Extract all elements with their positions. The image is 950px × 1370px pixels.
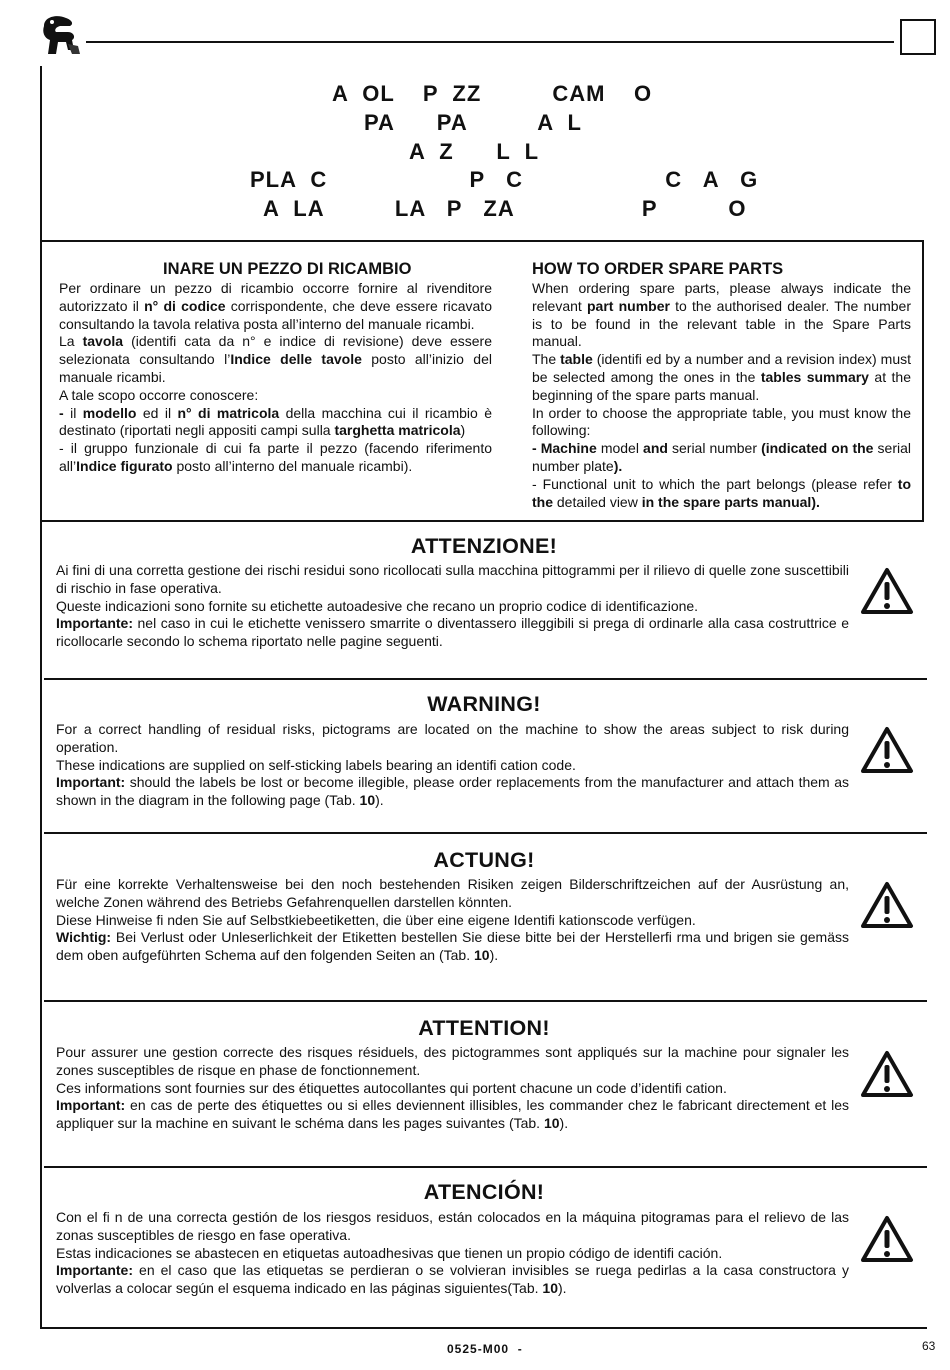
paragraph: Pour assurer une gestion correcte des risques résiduels, des pictogrammes sont appliqués sur la machine pour signaler les zones susceptibles de risque en phase de fonctionnement. — [56, 1044, 849, 1078]
header-rule — [86, 41, 894, 43]
warning-triangle-icon — [860, 1050, 914, 1098]
paragraph: For a correct handling of residual risks, pictograms are located on the machine to show the areas subject to risk during operation. — [56, 721, 849, 755]
paragraph: La tavola (identifi cata da n° e indice di revisione) deve essere selezionata consultando l’Indice delle tavole posto all’inizio del manuale ricambi. — [59, 333, 493, 385]
paragraph: In order to choose the appropriate table, you must know the following: — [532, 404, 911, 439]
section-body-english — [56, 721, 849, 810]
paragraph: Für eine korrekte Verhaltensweise bei den noch bestehenden Risiken zeigen Bilderschriftzeichen auf der Ausrüstung an, welche Zonen während des Betriebs Gefahrenquellen darstellen könnten. — [56, 876, 849, 910]
divider — [40, 240, 924, 242]
paragraph: Queste indicazioni sono fornite su etichette autoadesive che recano un proprio codice di identificazione. — [56, 597, 699, 614]
section-body-french — [56, 1044, 849, 1133]
paragraph: Wichtig: Bei Verlust oder Unleserlichkeit der Etiketten bestellen Sie diese bitte bei der Herstellerfi rma und brigen sie gemäss dem oben aufgeführten Schema auf den folgenden Seiten an (Tab. 10). — [56, 929, 849, 964]
paragraph: Per ordinare un pezzo di ricambio occorre fornire al rivenditore autorizzato il n° di codice corrispondente, che deve essere ricavato consultando la tavola relativa posta all’interno del manuale ricambi. — [59, 280, 492, 332]
section-title: ATENCIÓN! — [423, 1180, 545, 1204]
paragraph: Important: en cas de perte des étiquettes ou si elles deviennent illisibles, les commander chez le fabricant directement et les appliquer sur la machine en suivant le schéma dans les pages suivantes (Tab. 10). — [56, 1097, 849, 1132]
english-heading: HOW TO ORDER SPARE PARTS — [532, 260, 784, 278]
document-code: 0525-M00 - — [447, 1342, 523, 1356]
frame-right-border — [922, 240, 924, 522]
section-title: ATTENZIONE! — [410, 534, 558, 558]
paragraph: Importante: en el caso que las etiquetas se perdieran o se volvieran invisibles se ruega pedirlas a la casa constructora y volverlas a colocar según el esquema indicado en las páginas siguientes(Tab. 10). — [56, 1262, 849, 1297]
paragraph: - il gruppo funzionale di cui fa parte il pezzo (facendo riferimento all’Indice figurato posto all’interno del manuale ricambi). — [59, 440, 492, 474]
paragraph: Importante: nel caso in cui le etichette venissero smarrite o diventassero illeggibili si prega di ordinarle alla casa costruttrice e ricollocarle secondo lo schema riportato nelle pagine seguenti. — [56, 615, 849, 650]
paragraph: The table (identifi ed by a number and a revision index) must be selected among the ones in the tables summary at the beginning of the spare parts manual. — [532, 351, 912, 403]
paragraph: Important: should the labels be lost or become illegible, please order replacements from the manufacturer and attach them as shown in the diagram in the following page (Tab. 10). — [56, 774, 849, 809]
divider — [44, 678, 927, 680]
section-body-spanish — [56, 1209, 849, 1298]
corner-box — [900, 19, 936, 55]
paragraph: - Functional unit to which the part belongs (please refer to the detailed view in the spare parts manual). — [532, 475, 911, 510]
paragraph: - il modello ed il n° di matricola della macchina cui il ricambio è destinato (riportati negli appositi campi sulla targhetta matricola) — [59, 404, 492, 439]
paragraph: These indications are supplied on self-sticking labels bearing an identifi cation code. — [56, 756, 576, 773]
divider — [44, 1000, 927, 1002]
english-spare-parts-column — [532, 259, 911, 511]
italian-spare-parts-column — [59, 259, 492, 476]
warning-triangle-icon — [860, 726, 914, 774]
kangaroo-logo-icon — [38, 10, 84, 58]
title-line: A LA LA P ZA P O — [263, 196, 747, 221]
title-line: A OL P ZZ CAM O — [332, 81, 653, 106]
divider — [44, 1166, 927, 1168]
paragraph: Con el fi n de una correcta gestión de los riesgos residuos, están colocados en la máquina pitogramas para el relievo de las zonas susceptibles de riesgo en fase operativa. — [56, 1209, 849, 1243]
frame-left-border — [40, 66, 42, 1329]
title-line: PLA C P C C A G — [250, 167, 759, 192]
title-line: A Z L L — [409, 139, 540, 164]
section-body-italian — [56, 562, 849, 651]
section-title: ACTUNG! — [433, 848, 535, 872]
paragraph: Diese Hinweise fi nden Sie auf Selbstkiebeetiketten, die über eine eigene Identifi kationscode verfügen. — [56, 911, 696, 928]
paragraph: Estas indicaciones se abastecen en etiquetas autoadhesivas que tienen un propio código de identifi cación. — [56, 1244, 723, 1261]
italian-heading: INARE UN PEZZO DI RICAMBIO — [163, 260, 412, 278]
warning-triangle-icon — [860, 1215, 914, 1263]
paragraph: A tale scopo occorre conoscere: — [59, 386, 259, 403]
divider — [44, 832, 927, 834]
paragraph: - Machine model and serial number (indicated on the serial number plate). — [532, 440, 911, 474]
paragraph: Ai fini di una corretta gestione dei rischi residui sono ricollocati sulla macchina pittogrammi per il rilievo di quelle zone suscettibili di rischio in fase operativa. — [56, 562, 849, 596]
paragraph: When ordering spare parts, please always indicate the relevant part number to the authorised dealer. The number is to be found in the relevant table in the Spare Parts manual. — [532, 280, 911, 350]
paragraph: Ces informations sont fournies sur des étiquettes autocollantes qui portent chacune un code d’identifi cation. — [56, 1079, 727, 1096]
section-body-german — [56, 876, 849, 965]
section-title: ATTENTION! — [418, 1016, 550, 1040]
warning-triangle-icon — [860, 567, 914, 615]
section-title: WARNING! — [427, 692, 541, 716]
title-line: PA PA A L — [364, 110, 582, 135]
page-number: 63 — [922, 1339, 936, 1353]
divider — [40, 520, 924, 522]
warning-triangle-icon — [860, 881, 914, 929]
frame-bottom-border — [40, 1327, 927, 1329]
